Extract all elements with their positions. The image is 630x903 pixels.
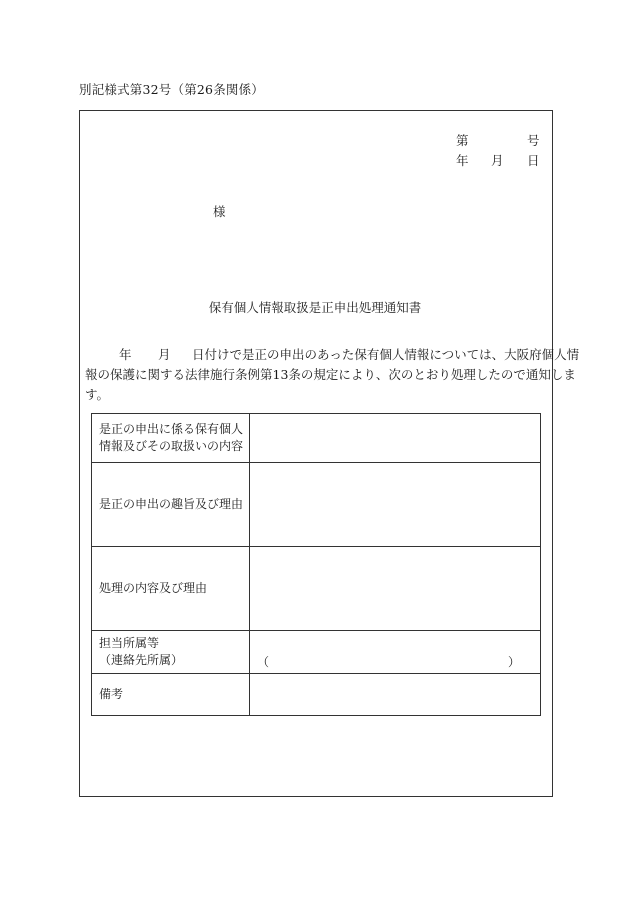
body-line-2: 報の保護に関する法律施行条例第13条の規定により、次のとおり処理したので通知しま bbox=[85, 367, 576, 382]
row-value-remarks bbox=[250, 674, 541, 716]
form-id: 別記様式第32号（第26条関係） bbox=[79, 82, 265, 97]
body-line-3: す。 bbox=[85, 387, 110, 402]
row-label-remarks: 備考 bbox=[92, 674, 250, 716]
row-label-subject bbox=[92, 414, 250, 463]
table-row bbox=[92, 414, 541, 463]
row-label-line: （連絡先所属） bbox=[99, 653, 184, 667]
body-year: 年 bbox=[119, 347, 132, 362]
table-row bbox=[92, 547, 541, 631]
document-title: 保有個人情報取扱是正申出処理通知書 bbox=[208, 300, 422, 315]
table-row bbox=[92, 463, 541, 547]
body-month: 月 bbox=[158, 347, 171, 362]
row-value-department bbox=[250, 631, 541, 674]
number-prefix: 第 bbox=[456, 133, 469, 148]
date-day: 日 bbox=[527, 153, 540, 168]
number-suffix: 号 bbox=[527, 133, 540, 148]
row-label-processing: 処理の内容及び理由 bbox=[92, 547, 250, 631]
table-row bbox=[92, 674, 541, 716]
row-value-processing bbox=[250, 547, 541, 631]
date-year: 年 bbox=[456, 153, 469, 168]
paren-close: ） bbox=[507, 655, 520, 669]
table-row bbox=[92, 631, 541, 674]
date-month: 月 bbox=[491, 153, 504, 168]
row-label-line: 情報及びその取扱いの内容 bbox=[99, 439, 244, 453]
row-label-line: 是正の申出に係る保有個人 bbox=[99, 422, 244, 436]
info-table bbox=[91, 413, 541, 716]
paren-open: （ bbox=[257, 655, 270, 669]
addressee-suffix: 様 bbox=[213, 204, 226, 219]
row-value-subject bbox=[250, 414, 541, 463]
row-label-department bbox=[92, 631, 250, 674]
row-label-line: 担当所属等 bbox=[99, 636, 160, 650]
row-value-request-reason bbox=[250, 463, 541, 547]
row-label-request-reason: 是正の申出の趣旨及び理由 bbox=[92, 463, 250, 547]
body-line-1: 日付けで是正の申出のあった保有個人情報については、大阪府個人情 bbox=[192, 347, 580, 362]
